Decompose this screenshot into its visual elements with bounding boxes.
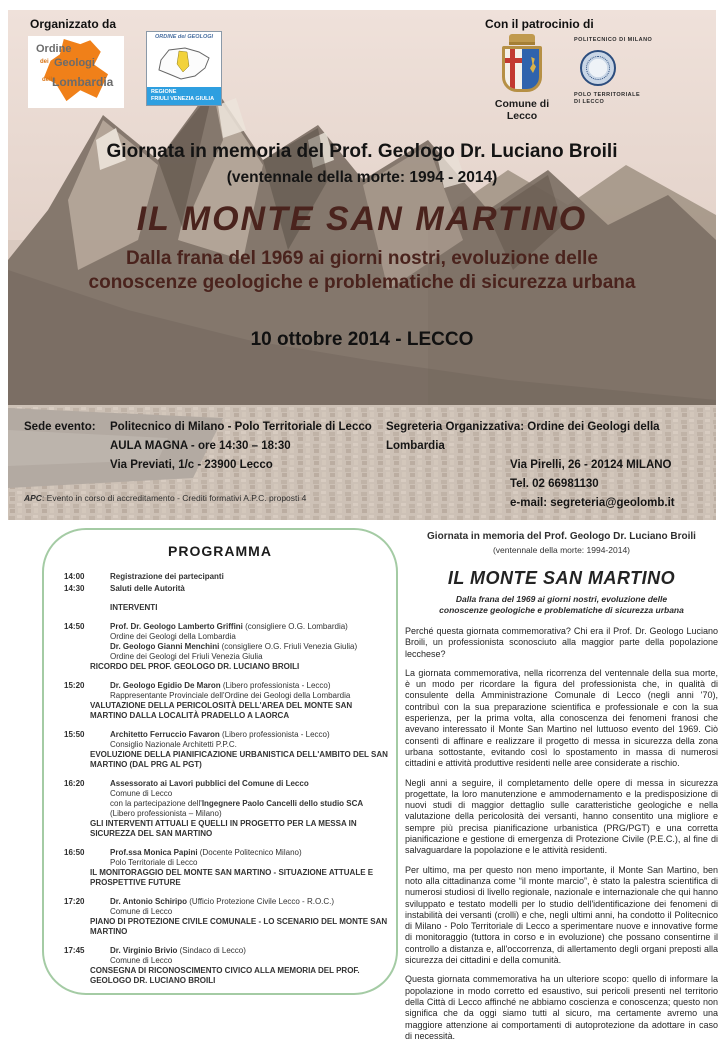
info-column	[405, 531, 718, 1050]
program-line: con la partecipazione dell'Ingegnere Paolo Cancelli dello studio SCA (Libero professionista – Milano)	[110, 799, 364, 818]
logo-band	[147, 87, 221, 105]
program-box	[42, 528, 398, 995]
program-line: Polo Territoriale di Lecco	[110, 858, 198, 867]
program-entries	[44, 572, 396, 986]
event-title-anniversary: (ventennale della morte: 1994 - 2014)	[226, 169, 498, 186]
venue-block	[24, 418, 372, 475]
program-line: Consiglio Nazionale Architetti P.P.C.	[110, 740, 237, 749]
program-entry	[44, 584, 396, 594]
program-entry	[44, 897, 396, 937]
logo-text: ORDINE dei GEOLOGI	[154, 34, 214, 40]
program-entry	[44, 572, 396, 582]
program-line: Registrazione dei partecipanti	[110, 572, 224, 581]
event-date-location: 10 ottobre 2014 - LECCO	[250, 329, 474, 350]
program-time: 15:20	[64, 681, 85, 690]
info-event-title: Giornata in memoria del Prof. Geologo Dr. Luciano Broili	[427, 531, 696, 542]
logo-text: Lombardia	[52, 75, 114, 89]
program-time: 17:45	[64, 946, 85, 955]
program-line: Comune di Lecco	[110, 907, 173, 916]
logo-text: Geologi	[54, 57, 95, 69]
subtitle-line: conoscenze geologiche e problematiche di sicurezza urbana	[88, 272, 636, 293]
program-talk-title: IL MONITORAGGIO DEL MONTE SAN MARTINO - SITUAZIONE ATTUALE E PROSPETTIVE FUTURE	[90, 868, 374, 887]
secretariat-email: e-mail: segreteria@geolomb.it	[510, 497, 675, 509]
main-title: IL MONTE SAN MARTINO	[136, 200, 588, 238]
comune-di-lecco-label: Comune di Lecco	[494, 98, 550, 122]
essay-paragraph: Per ultimo, ma per questo non meno importante, il Monte San Martino, ben noto alla cittadinanza come “il monte marcio”, è stato la palestra scientifica di numerosi studiosi di livello regionale, nazionale e internazionale che qui hanno sviluppato e testato modelli per lo studio dell'identificazione dei fenomeni di instabilità dei versanti (crolli) e che, negli ultimi anni, ha condotto il Politecnico di Milano - Polo Territoriale di Lecco a sperimentare nuove e innovative forme di monitoraggio (tuttora in corso e in evoluzione) che possano consentirne il controllo a distanza e, all'occorrenza, di allertamento degli organi preposti alla sicurezza dei cittadini e della comunità.	[405, 864, 718, 966]
secretariat-line: Ordine dei Geologi della Lombardia	[386, 421, 660, 452]
event-subtitle	[8, 247, 716, 295]
info-main-title: IL MONTE SAN MARTINO	[447, 568, 676, 588]
program-line: Rappresentante Provinciale dell'Ordine dei Geologi della Lombardia	[110, 691, 351, 700]
program-line: Prof. Dr. Geologo Lamberto Griffini (consigliere O.G. Lombardia)	[110, 622, 348, 631]
program-line: Ordine dei Geologi del Friuli Venezia Giulia	[110, 652, 263, 661]
venue-line: Politecnico di Milano - Polo Territoriale di Lecco	[110, 421, 372, 433]
comune-di-lecco-emblem	[498, 34, 546, 94]
crown-icon	[509, 34, 535, 45]
program-line: Comune di Lecco	[110, 789, 173, 798]
logo-text: dei	[40, 59, 49, 65]
program-talk-title: PIANO DI PROTEZIONE CIVILE COMUNALE - LO SCENARIO DEL MONTE SAN MARTINO	[90, 917, 388, 936]
program-entry	[44, 946, 396, 986]
program-line: Saluti delle Autorità	[110, 584, 185, 593]
info-anniversary: (ventennale della morte: 1994-2014)	[492, 545, 631, 555]
essay-paragraph: Perché questa giornata commemorativa? Chi era il Prof. Dr. Geologo Luciano Broili, un professionista sconosciuto alla maggior parte della popolazione lecchese?	[405, 626, 718, 659]
program-time: 16:20	[64, 779, 85, 788]
program-line: Comune di Lecco	[110, 956, 173, 965]
program-line: Dr. Geologo Gianni Menchini (consigliere O.G. Friuli Venezia Giulia)	[110, 642, 358, 651]
program-line: Prof.ssa Monica Papini (Docente Politecnico Milano)	[110, 848, 302, 857]
secretariat-line: Tel. 02 66981130	[510, 478, 599, 490]
program-time: 17:20	[64, 897, 85, 906]
program-talk-title: CONSEGNA DI RICONOSCIMENTO CIVICO ALLA MEMORIA DEL PROF. GEOLOGO DR. LUCIANO BROILI	[90, 966, 360, 985]
secretariat-line: Via Pirelli, 26 - 20124 MILANO	[510, 459, 672, 471]
ordine-geologi-lombardia-logo	[28, 36, 124, 108]
program-heading: PROGRAMMA	[168, 543, 272, 559]
polo-territoriale-label2: DI LECCO	[574, 99, 605, 105]
program-talk-title: RICORDO DEL PROF. GEOLOGO DR. LUCIANO BROILI	[90, 662, 300, 671]
program-talk-title: VALUTAZIONE DELLA PERICOLOSITÀ DELL'AREA DEL MONTE SAN MARTINO DALLA LOCALITÀ PRADELLO A LAORCA	[90, 701, 353, 720]
info-subtitle-line: Dalla frana del 1969 ai giorni nostri, evoluzione delle	[455, 594, 668, 604]
essay-paragraphs	[405, 626, 718, 1042]
program-talk-title: EVOLUZIONE DELLA PIANIFICAZIONE URBANISTICA DELL'AMBITO DEL SAN MARTINO (DAL PRG AL PGT)	[90, 750, 388, 769]
politecnico-label: POLITECNICO DI MILANO	[574, 37, 653, 43]
politecnico-seal-icon	[580, 50, 616, 86]
venue-label: Sede evento:	[24, 421, 96, 433]
header-banner	[8, 10, 716, 520]
program-line: Dr. Antonio Schiripo (Ufficio Protezione Civile Lecco - R.O.C.)	[110, 897, 335, 906]
program-line: Architetto Ferruccio Favaron (Libero professionista - Lecco)	[110, 730, 330, 739]
secretariat-label: Segreteria Organizzativa:	[386, 421, 525, 433]
logo-text: Ordine	[36, 43, 72, 55]
program-line: Dr. Geologo Egidio De Maron (Libero professionista - Lecco)	[110, 681, 331, 690]
essay-paragraph: Questa giornata commemorativa ha un ulteriore scopo: quello di informare la popolazione in modo corretto ed esaustivo, sui pericoli presenti nel territorio della Città di Lecco affinché ne abbiamo coscienza e conoscenza; questo non significa che da oggi siamo tutti al sicuro, ma certamente avremo una maggiore attenzione ai comportamenti di autoprotezione da adottare in caso di necessità.	[405, 974, 718, 1041]
essay-paragraph: La giornata commemorativa, nella ricorrenza del ventennale della sua morte, è un modo per ricordare la figura del professionista che, in qualità di consulente della Amministrazione Comunale di Lecco (negli anni '70), contribuì con la sua preparazione scientifica e professionale e con la sua esperienza, per la prima volta, alla conoscenza dei fenomeni franosi che avevano interessato il Monte San Martino nel luttuoso evento del 1969. Ciò consentì di affinare e realizzare il progetto di messa in sicurezza della zona urbana sottostante, evitando così lo spostamento in massa di numerosi cittadini e attività produttive residenti nelle aree considerate a rischio.	[405, 667, 718, 769]
friuli-map-shape	[147, 40, 221, 87]
venue-line: Via Previati, 1/c - 23900 Lecco	[110, 459, 273, 471]
program-time: 14:00	[64, 572, 85, 581]
organized-by-label: Organizzato da	[30, 17, 117, 31]
program-entry	[44, 779, 396, 839]
shield-icon	[502, 46, 542, 92]
program-line: INTERVENTI	[110, 603, 158, 612]
program-time: 14:50	[64, 622, 85, 631]
logo-text: della	[42, 77, 56, 83]
ordine-geologi-friuli-logo	[146, 31, 222, 106]
program-line: Ordine dei Geologi della Lombardia	[110, 632, 236, 641]
program-entry	[44, 730, 396, 770]
info-subtitle	[405, 594, 718, 616]
politecnico-block	[574, 37, 684, 106]
program-talk-title: GLI INTERVENTI ATTUALI E QUELLI IN PROGETTO PER LA MESSA IN SICUREZZA DEL SAN MARTINO	[90, 819, 357, 838]
program-entry	[44, 681, 396, 721]
program-time: 14:30	[64, 584, 85, 593]
venue-line: AULA MAGNA - ore 14:30 – 18:30	[110, 440, 291, 452]
apc-prefix: APC	[24, 493, 42, 503]
secretariat-block	[386, 418, 716, 513]
logo-text: REGIONE	[151, 89, 177, 95]
program-time: 15:50	[64, 730, 85, 739]
logo-text: FRIULI VENEZIA GIULIA	[151, 96, 215, 102]
subtitle-line: Dalla frana del 1969 ai giorni nostri, evoluzione delle	[126, 248, 598, 269]
patronage-label: Con il patrocinio di	[485, 17, 594, 31]
apc-text: : Evento in corso di accreditamento - Crediti formativi A.P.C. proposti 4	[41, 493, 307, 503]
program-entry	[44, 622, 396, 672]
polo-territoriale-label: POLO TERRITORIALE	[574, 92, 641, 98]
info-subtitle-line: conoscenze geologiche e problematiche di sicurezza urbana	[439, 605, 684, 615]
apc-note	[24, 493, 306, 503]
program-time: 16:50	[64, 848, 85, 857]
program-line: Assessorato ai Lavori pubblici del Comune di Lecco	[110, 779, 309, 788]
program-line: Dr. Virginio Brivio (Sindaco di Lecco)	[110, 946, 246, 955]
essay-paragraph: Negli anni a seguire, il completamento delle opere di messa in sicurezza progettate, la loro manutenzione e ammodernamento e la predisposizione di nuovi studi di maggior dettaglio sulle caratteristiche geologiche e nella valutazione della pericolosità dei versanti, hanno consentito una migliore e sempre più precisa pianificazione urbanistica (PRG/PGT) e una corretta pianificazione e gestione di emergenza di Protezione Civile (P.E.C.), al fine di salvaguardare la popolazione e le attività residenti.	[405, 777, 718, 856]
program-entry	[44, 848, 396, 888]
program-entry	[44, 603, 396, 613]
event-title: Giornata in memoria del Prof. Geologo Dr. Luciano Broili	[106, 141, 618, 162]
